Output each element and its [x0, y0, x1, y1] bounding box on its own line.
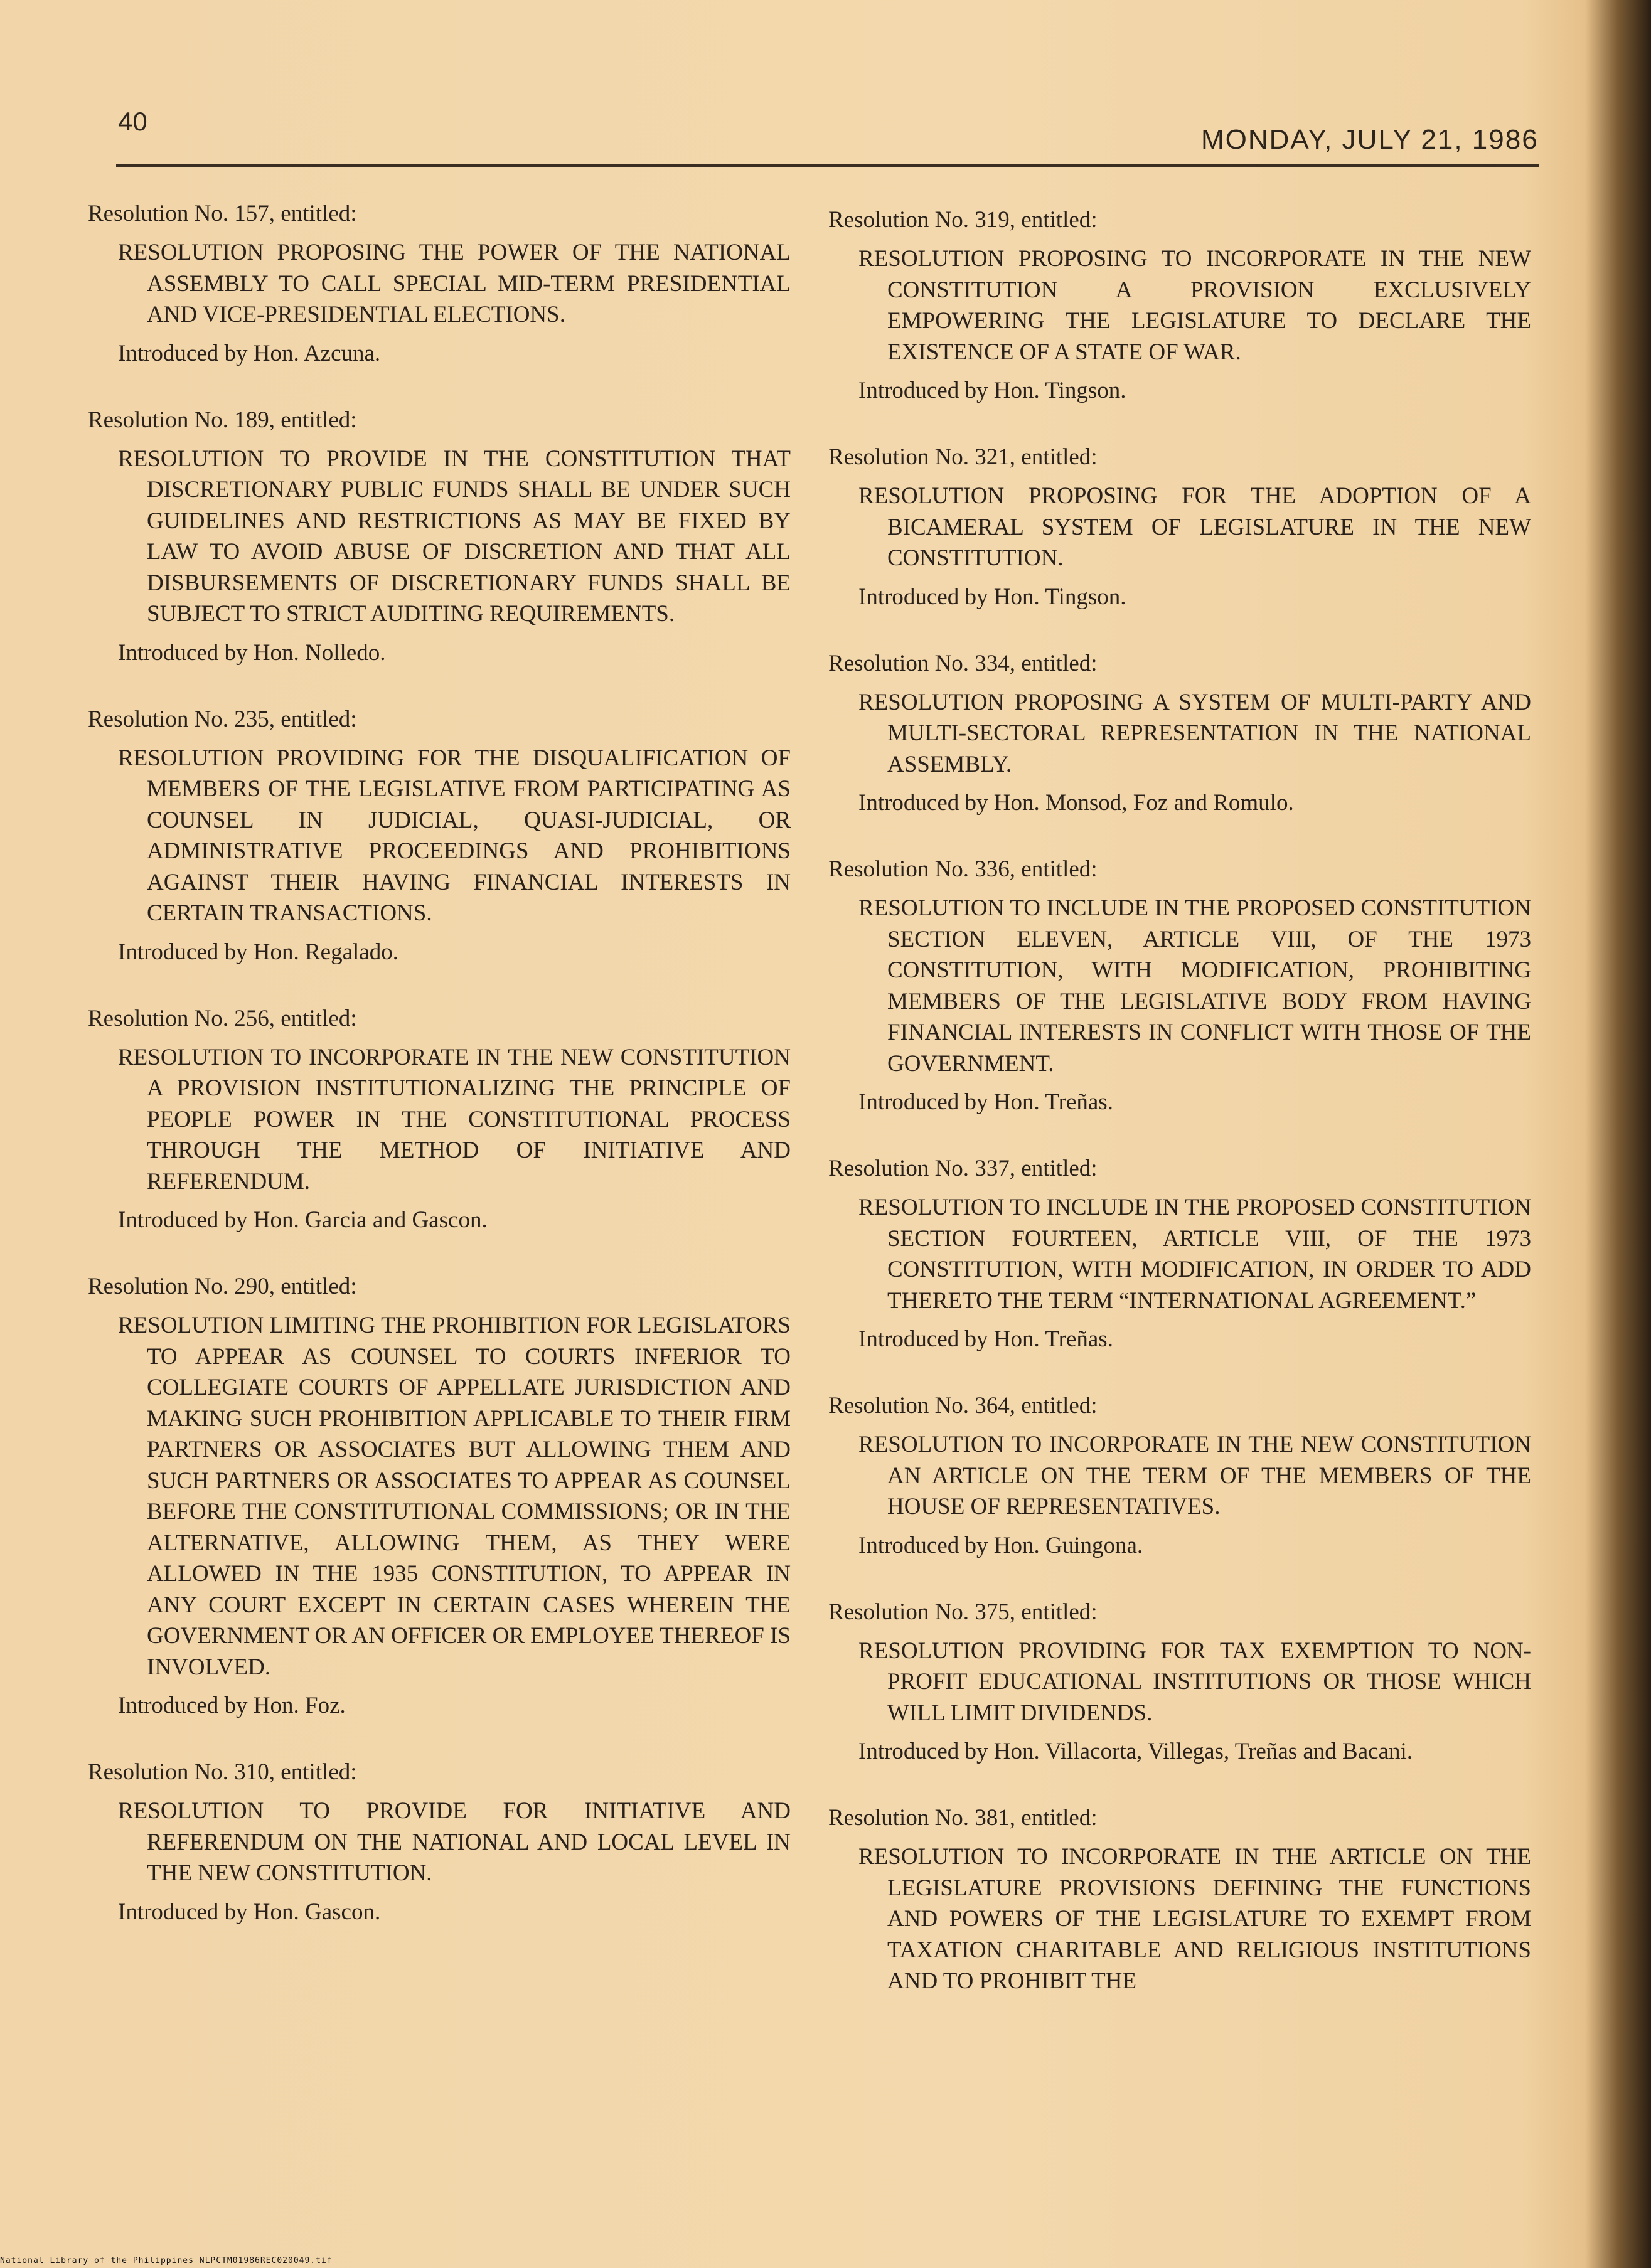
- resolution-heading: Resolution No. 321, entitled:: [828, 444, 1098, 470]
- left-column: [88, 200, 791, 1964]
- resolution-entry: [828, 1392, 1531, 1560]
- resolution-body: RESOLUTION TO PROVIDE FOR INITIATIVE AND REFERENDUM ON THE NATIONAL AND LOCAL LEVEL IN THE NEW CONSTITUTION.: [118, 1798, 791, 1886]
- resolution-heading: Resolution No. 334, entitled:: [828, 650, 1098, 676]
- resolution-body: RESOLUTION PROPOSING FOR THE ADOPTION OF A BICAMERAL SYSTEM OF LEGISLATURE IN THE NEW CONSTITUTION.: [858, 483, 1531, 571]
- right-column: [828, 206, 1531, 2035]
- resolution-introduced-by: Introduced by Hon. Villacorta, Villegas, Treñas and Bacani.: [858, 1738, 1413, 1764]
- resolution-heading: Resolution No. 157, entitled:: [88, 201, 357, 226]
- resolution-heading: Resolution No. 319, entitled:: [828, 207, 1098, 233]
- resolution-introduced-by: Introduced by Hon. Azcuna.: [118, 340, 381, 366]
- resolution-heading: Resolution No. 256, entitled:: [88, 1005, 357, 1031]
- resolution-heading: Resolution No. 364, entitled:: [828, 1393, 1098, 1419]
- resolution-body: RESOLUTION PROPOSING THE POWER OF THE NATIONAL ASSEMBLY TO CALL SPECIAL MID-TERM PRESIDENTIAL AND VICE-PRESIDENTIAL ELECTIONS.: [118, 240, 791, 327]
- resolution-entry: [828, 1154, 1531, 1354]
- resolution-body: RESOLUTION PROPOSING TO INCORPORATE IN THE NEW CONSTITUTION A PROVISION EXCLUSIVELY EMPOWERING THE LEGISLATURE TO DECLARE THE EXISTENCE OF A STATE OF WAR.: [858, 246, 1531, 365]
- scan-footer-label: National Library of the Philippines NLPCTM01986REC020049.tif: [0, 2256, 333, 2265]
- resolution-entry: [88, 200, 791, 368]
- resolution-entry: [88, 1004, 791, 1235]
- resolution-heading: Resolution No. 189, entitled:: [88, 407, 357, 433]
- resolution-introduced-by: Introduced by Hon. Gascon.: [118, 1898, 381, 1925]
- resolution-entry: [828, 855, 1531, 1117]
- resolution-introduced-by: Introduced by Hon. Treñas.: [858, 1089, 1113, 1115]
- resolution-heading: Resolution No. 235, entitled:: [88, 706, 357, 732]
- resolution-body: RESOLUTION TO INCORPORATE IN THE NEW CONSTITUTION AN ARTICLE ON THE TERM OF THE MEMBERS OF THE HOUSE OF REPRESENTATIVES.: [858, 1432, 1531, 1520]
- resolution-introduced-by: Introduced by Hon. Guingona.: [858, 1532, 1143, 1558]
- resolution-body: RESOLUTION TO PROVIDE IN THE CONSTITUTION THAT DISCRETIONARY PUBLIC FUNDS SHALL BE UNDER SUCH GUIDELINES AND RESTRICTIONS AS MAY BE FIXED BY LAW TO AVOID ABUSE OF DISCRETION AND THAT ALL DISBURSEMENTS OF DISCRETIONARY FUNDS SHALL BE SUBJECT TO STRICT AUDITING REQUIREMENTS.: [118, 445, 791, 627]
- resolution-entry: [828, 206, 1531, 405]
- resolution-body: RESOLUTION PROPOSING A SYSTEM OF MULTI-PARTY AND MULTI-SECTORAL REPRESENTATION IN THE NATIONAL ASSEMBLY.: [858, 689, 1531, 777]
- page-date: MONDAY, JULY 21, 1986: [1201, 124, 1539, 155]
- resolution-body: RESOLUTION TO INCLUDE IN THE PROPOSED CONSTITUTION SECTION ELEVEN, ARTICLE VIII, OF THE 1973 CONSTITUTION, WITH MODIFICATION, PROHIBITING MEMBERS OF THE LEGISLATIVE BODY FROM HAVING FINANCIAL INTERESTS IN CONFLICT WITH THOSE OF THE GOVERNMENT.: [858, 895, 1531, 1077]
- resolution-entry: [88, 1272, 791, 1720]
- resolution-body: RESOLUTION TO INCORPORATE IN THE ARTICLE ON THE LEGISLATURE PROVISIONS DEFINING THE FUNCTIONS AND POWERS OF THE LEGISLATURE TO EXEMPT FROM TAXATION CHARITABLE AND RELIGIOUS INSTITUTIONS AND TO PROHIBIT THE: [858, 1844, 1531, 1994]
- resolution-entry: [828, 443, 1531, 612]
- resolution-entry: [88, 1758, 791, 1927]
- page-number: 40: [118, 107, 147, 136]
- resolution-body: RESOLUTION TO INCORPORATE IN THE NEW CONSTITUTION A PROVISION INSTITUTIONALIZING THE PRINCIPLE OF PEOPLE POWER IN THE CONSTITUTIONAL PROCESS THROUGH THE METHOD OF INITIATIVE AND REFERENDUM.: [118, 1044, 791, 1195]
- resolution-heading: Resolution No. 337, entitled:: [828, 1156, 1098, 1181]
- resolution-body: RESOLUTION TO INCLUDE IN THE PROPOSED CONSTITUTION SECTION FOURTEEN, ARTICLE VIII, OF THE 1973 CONSTITUTION, WITH MODIFICATION, IN ORDER TO ADD THERETO THE TERM “INTERNATIONAL AGREEMENT.”: [858, 1195, 1531, 1314]
- resolution-heading: Resolution No. 375, entitled:: [828, 1599, 1098, 1625]
- resolution-entry: [828, 649, 1531, 818]
- resolution-body: RESOLUTION PROVIDING FOR THE DISQUALIFICATION OF MEMBERS OF THE LEGISLATIVE FROM PARTICIPATING AS COUNSEL IN JUDICIAL, QUASI-JUDICIAL, OR ADMINISTRATIVE PROCEEDINGS AND PROHIBITIONS AGAINST THEIR HAVING FINANCIAL INTERESTS IN CERTAIN TRANSACTIONS.: [118, 745, 791, 926]
- resolution-introduced-by: Introduced by Hon. Foz.: [118, 1693, 346, 1718]
- resolution-introduced-by: Introduced by Hon. Tingson.: [858, 378, 1126, 403]
- resolution-entry: [828, 1804, 1531, 1997]
- resolution-heading: Resolution No. 381, entitled:: [828, 1805, 1098, 1831]
- resolution-introduced-by: Introduced by Hon. Regalado.: [118, 939, 398, 965]
- header-rule: [116, 164, 1539, 167]
- resolution-body: RESOLUTION PROVIDING FOR TAX EXEMPTION TO NON-PROFIT EDUCATIONAL INSTITUTIONS OR THOSE WHICH WILL LIMIT DIVIDENDS.: [858, 1637, 1531, 1726]
- resolution-entry: [828, 1598, 1531, 1767]
- resolution-heading: Resolution No. 310, entitled:: [88, 1759, 357, 1785]
- resolution-introduced-by: Introduced by Hon. Monsod, Foz and Romulo.: [858, 790, 1294, 816]
- resolution-introduced-by: Introduced by Hon. Garcia and Gascon.: [118, 1207, 488, 1233]
- resolution-introduced-by: Introduced by Hon. Tingson.: [858, 583, 1126, 610]
- resolution-body: RESOLUTION LIMITING THE PROHIBITION FOR LEGISLATORS TO APPEAR AS COUNSEL TO COURTS INFERIOR TO COLLEGIATE COURTS OF APPELLATE JURISDICTION AND MAKING SUCH PROHIBITION APPLICABLE TO THEIR FIRM PARTNERS OR ASSOCIATES BUT ALLOWING THEM AND SUCH PARTNERS OR ASSOCIATES TO APPEAR AS COUNSEL BEFORE THE CONSTITUTIONAL COMMISSIONS; OR IN THE ALTERNATIVE, ALLOWING THEM, AS THEY WERE ALLOWED IN THE 1935 CONSTITUTION, TO APPEAR IN ANY COURT EXCEPT IN CERTAIN CASES WHEREIN THE GOVERNMENT OR AN OFFICER OR EMPLOYEE THEREOF IS INVOLVED.: [118, 1312, 791, 1680]
- resolution-heading: Resolution No. 290, entitled:: [88, 1274, 357, 1299]
- resolution-heading: Resolution No. 336, entitled:: [828, 856, 1098, 882]
- resolution-entry: [88, 705, 791, 967]
- resolution-introduced-by: Introduced by Hon. Treñas.: [858, 1326, 1113, 1352]
- resolution-introduced-by: Introduced by Hon. Nolledo.: [118, 639, 386, 666]
- resolution-entry: [88, 406, 791, 668]
